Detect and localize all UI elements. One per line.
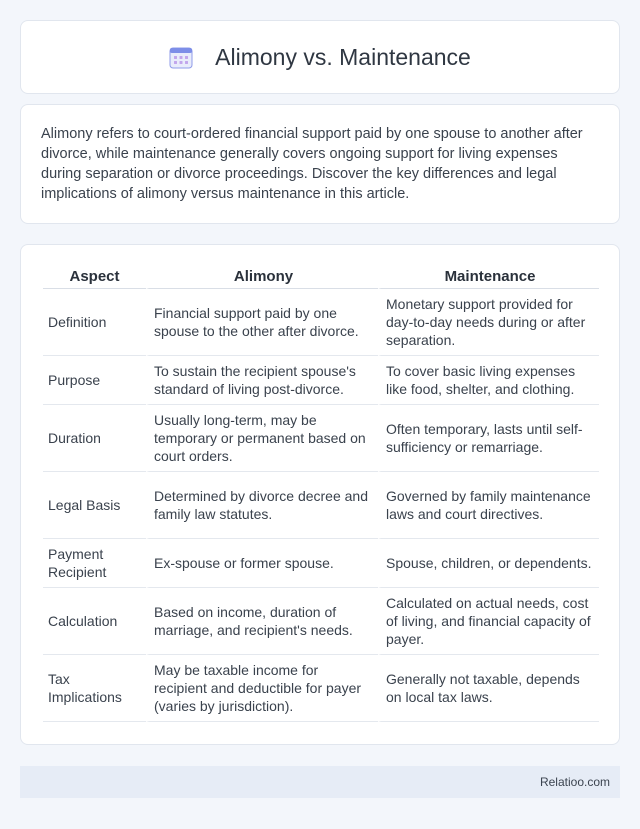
table-row — [43, 356, 599, 405]
row-maintenance: Governed by family maintenance laws and court directives. — [378, 472, 599, 539]
table-row — [43, 655, 599, 722]
row-alimony: Financial support paid by one spouse to the other after divorce. — [146, 289, 378, 356]
table-row — [43, 289, 599, 356]
row-alimony: To sustain the recipient spouse's standard of living post-divorce. — [146, 356, 378, 405]
row-maintenance: Calculated on actual needs, cost of living, and financial capacity of payer. — [378, 588, 599, 655]
table-row — [43, 588, 599, 655]
row-alimony: Determined by divorce decree and family law statutes. — [146, 472, 378, 539]
row-aspect: Tax Implications — [43, 655, 146, 722]
row-aspect: Payment Recipient — [43, 539, 146, 588]
row-aspect: Legal Basis — [43, 472, 146, 539]
row-aspect: Duration — [43, 405, 146, 472]
table-row — [43, 405, 599, 472]
row-alimony: Usually long-term, may be temporary or permanent based on court orders. — [146, 405, 378, 472]
row-maintenance: To cover basic living expenses like food, shelter, and clothing. — [378, 356, 599, 405]
row-alimony: Ex-spouse or former spouse. — [146, 539, 378, 588]
header-alimony: Alimony — [146, 267, 378, 289]
row-alimony: May be taxable income for recipient and deductible for payer (varies by jurisdiction). — [146, 655, 378, 722]
table-header-row — [43, 267, 599, 289]
table-row — [43, 472, 599, 539]
row-maintenance: Monetary support provided for day-to-day needs during or after separation. — [378, 289, 599, 356]
row-alimony: Based on income, duration of marriage, and recipient's needs. — [146, 588, 378, 655]
row-maintenance: Generally not taxable, depends on local tax laws. — [378, 655, 599, 722]
comparison-table — [43, 267, 599, 722]
comparison-card — [20, 244, 620, 745]
header-maintenance: Maintenance — [378, 267, 599, 289]
header-aspect: Aspect — [43, 267, 146, 289]
intro-paragraph: Alimony refers to court-ordered financial support paid by one spouse to another after divorce, while maintenance generally covers ongoing support for living expenses during separation or divorce proceedings. Discover the key differences and legal implications of alimony versus maintenance in this article. — [41, 126, 583, 202]
row-maintenance: Spouse, children, or dependents. — [378, 539, 599, 588]
row-aspect: Purpose — [43, 356, 146, 405]
calendar-icon — [169, 45, 193, 69]
footer — [20, 766, 620, 798]
intro-card — [20, 104, 620, 224]
page-title: Alimony vs. Maintenance — [215, 43, 471, 70]
header-card — [20, 20, 620, 94]
table-row — [43, 539, 599, 588]
row-maintenance: Often temporary, lasts until self-sufficiency or remarriage. — [378, 405, 599, 472]
footer-brand: Relatioo.com — [539, 775, 610, 789]
row-aspect: Definition — [43, 289, 146, 356]
row-aspect: Calculation — [43, 588, 146, 655]
